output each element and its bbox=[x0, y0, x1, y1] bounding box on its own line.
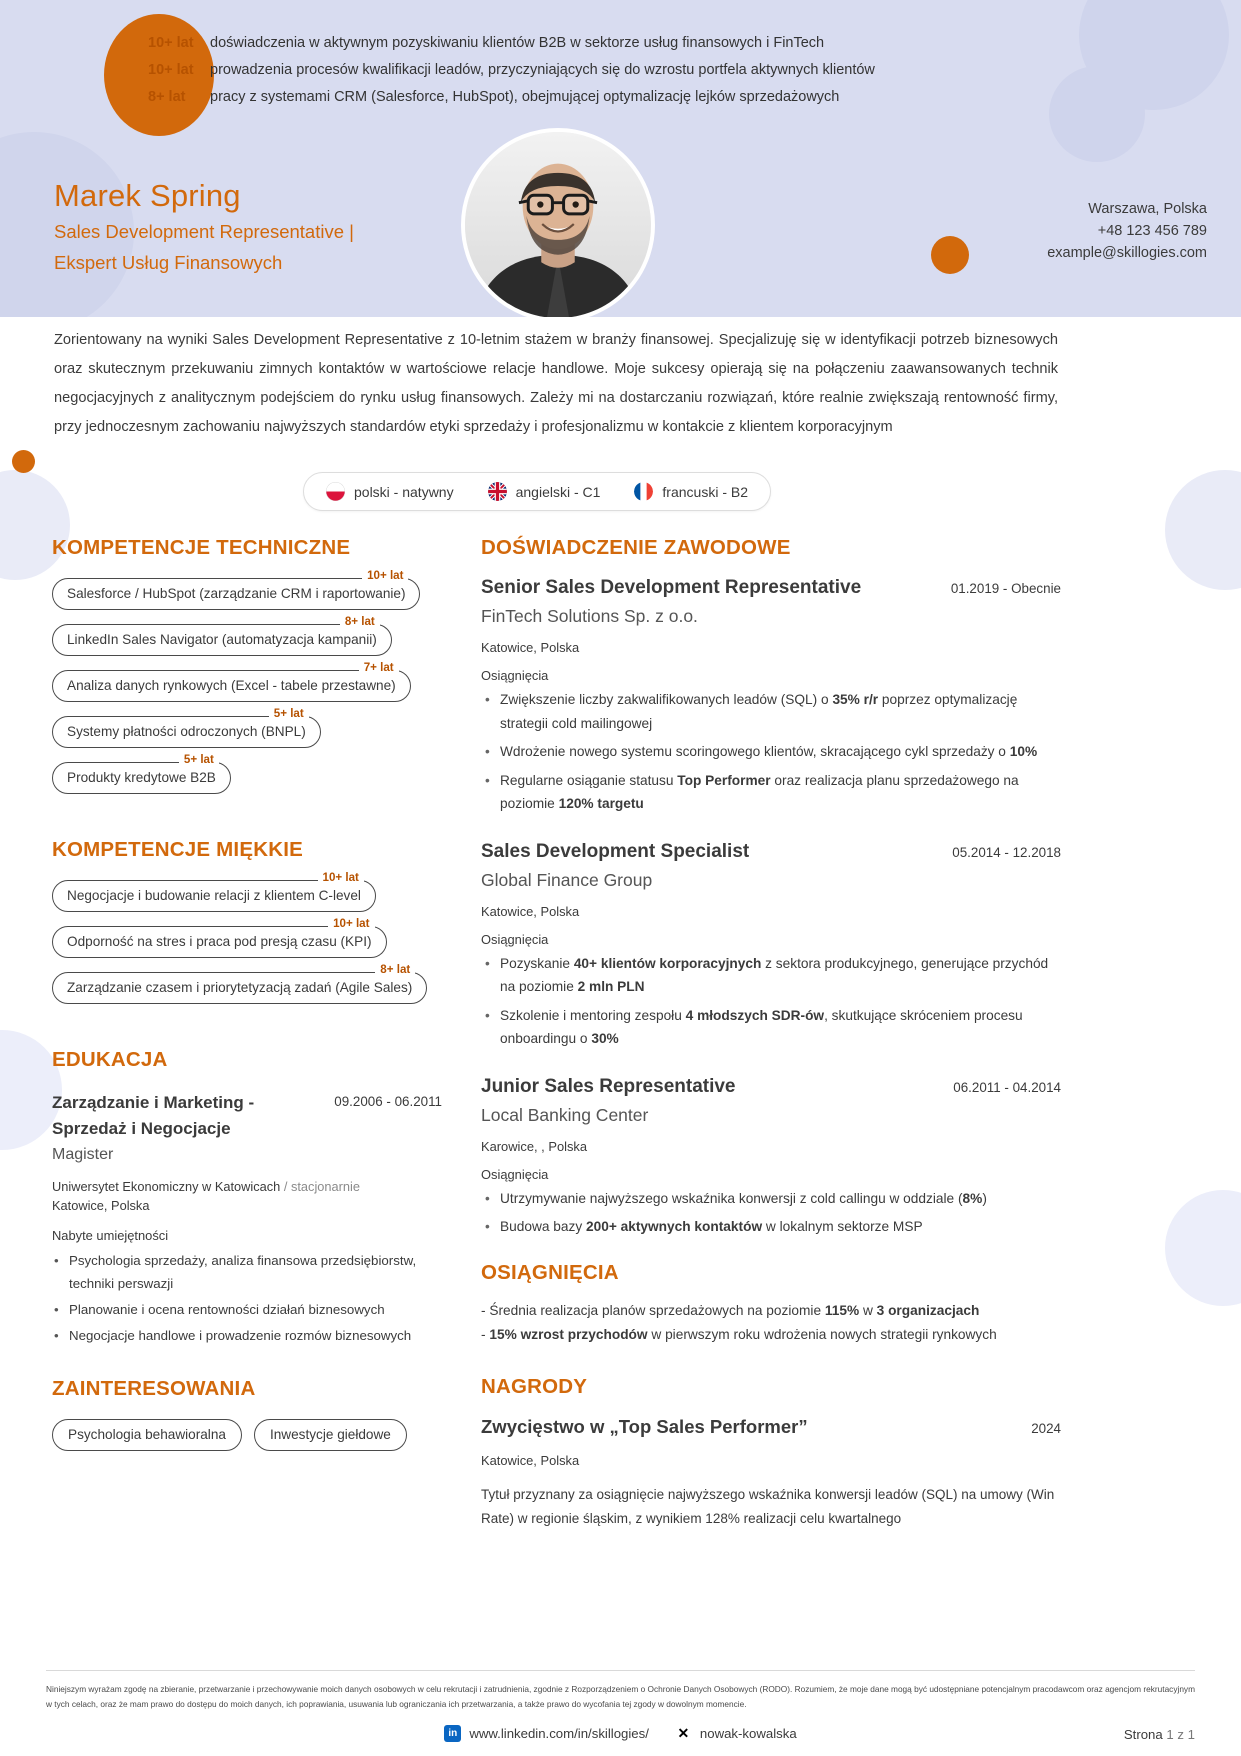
skill-years: 10+ lat bbox=[362, 569, 408, 583]
language-label: polski - natywny bbox=[354, 483, 454, 500]
list-item: • Planowanie i ocena rentowności działań biznesowych bbox=[52, 1298, 442, 1321]
experience-entry bbox=[481, 1073, 1061, 1239]
uk-flag-icon bbox=[488, 482, 507, 501]
section-heading-soft-skills: KOMPETENCJE MIĘKKIE bbox=[52, 838, 303, 861]
highlight-text: prowadzenia procesów kwalifikacji leadów, przyczyniających się do wzrostu portfela aktywnych klientów bbox=[210, 62, 875, 78]
section-heading-education: EDUKACJA bbox=[52, 1048, 168, 1071]
experience-bullets bbox=[481, 1187, 1061, 1239]
highlight-years: 10+ lat bbox=[148, 35, 194, 51]
skill-label: Produkty kredytowe B2B bbox=[52, 762, 231, 794]
linkedin-icon: in bbox=[444, 1725, 461, 1742]
skill-label: Odporność na stres i praca pod presją czasu (KPI) bbox=[52, 926, 387, 958]
education-date: 09.2006 - 06.2011 bbox=[334, 1094, 442, 1109]
decorative-circle bbox=[1165, 1190, 1241, 1306]
experience-header bbox=[481, 574, 1061, 602]
experience-bullets bbox=[481, 688, 1061, 816]
achievements-label: Osiągnięcia bbox=[481, 1166, 549, 1182]
education-title: Zarządzanie i Marketing - Sprzedaż i Negocjacje bbox=[52, 1093, 255, 1138]
experience-title: Sales Development Specialist bbox=[481, 840, 750, 862]
education-location: Katowice, Polska bbox=[52, 1198, 150, 1213]
accent-dot bbox=[931, 236, 969, 274]
job-title-line1: Sales Development Representative | bbox=[54, 221, 354, 242]
linkedin-link[interactable] bbox=[444, 1725, 649, 1742]
footer-links bbox=[46, 1725, 1195, 1742]
section-heading-awards: NAGRODY bbox=[481, 1374, 588, 1398]
linkedin-url: www.linkedin.com/in/skillogies/ bbox=[469, 1726, 649, 1741]
page-number bbox=[1124, 1727, 1195, 1742]
education-degree: Magister bbox=[52, 1146, 114, 1163]
school-mode: / stacjonarnie bbox=[283, 1179, 360, 1194]
award-title: Zwycięstwo w „Top Sales Performer” bbox=[481, 1415, 808, 1437]
decorative-circle bbox=[1049, 66, 1145, 162]
header-banner bbox=[0, 0, 1241, 317]
experience-bullets bbox=[481, 952, 1061, 1051]
list-item: • Regularne osiąganie statusu Top Performer oraz realizacja planu sprzedażowego na poziomie 120% targetu bbox=[481, 769, 1061, 816]
list-item: • Pozyskanie 40+ klientów korporacyjnych z sektora produkcyjnego, generujące przychód na poziomie 2 mln PLN bbox=[481, 952, 1061, 999]
contact-location: Warszawa, Polska bbox=[1088, 201, 1207, 217]
school-name: Uniwersytet Ekonomiczny w Katowicach bbox=[52, 1179, 281, 1194]
portrait-photo bbox=[465, 132, 651, 317]
award-location: Katowice, Polska bbox=[481, 1452, 580, 1468]
experience-entry bbox=[481, 838, 1061, 1051]
skill-item bbox=[52, 753, 231, 794]
skill-item bbox=[52, 707, 321, 748]
x-link[interactable] bbox=[675, 1725, 797, 1742]
skill-item bbox=[52, 569, 420, 610]
contact-phone[interactable]: +48 123 456 789 bbox=[1097, 223, 1207, 239]
achievements-label: Osiągnięcia bbox=[481, 668, 549, 683]
list-item: • Utrzymywanie najwyższego wskaźnika konwersji z cold callingu w oddziale (8%) bbox=[481, 1187, 1061, 1211]
experience-title: Senior Sales Development Representative bbox=[481, 577, 862, 598]
achievements-list bbox=[481, 1299, 1061, 1347]
list-item: • Budowa bazy 200+ aktywnych kontaktów w lokalnym sektorze MSP bbox=[481, 1215, 1061, 1239]
language-item bbox=[634, 482, 748, 501]
avatar bbox=[461, 128, 655, 317]
list-item: • Wdrożenie nowego systemu scoringowego klientów, skracającego cykl sprzedaży o 10% bbox=[481, 740, 1061, 764]
interest-item: Psychologia behawioralna bbox=[52, 1419, 242, 1451]
accent-dot bbox=[12, 450, 35, 473]
achievement-line: - Średnia realizacja planów sprzedażowych na poziomie 115% w 3 organizacjach bbox=[481, 1302, 980, 1318]
section-heading-achievements: OSIĄGNIĘCIA bbox=[481, 1260, 619, 1284]
section-heading-interests: ZAINTERESOWANIA bbox=[52, 1377, 256, 1400]
skill-years: 10+ lat bbox=[328, 917, 374, 931]
soft-skills-list bbox=[52, 871, 442, 1018]
highlight-row bbox=[148, 84, 938, 111]
skill-item bbox=[52, 871, 376, 912]
highlight-text: pracy z systemami CRM (Salesforce, HubSpot), obejmującej optymalizację lejków sprzedażowych bbox=[210, 89, 840, 105]
achievement-line: - 15% wzrost przychodów w pierwszym roku wdrożenia nowych strategii rynkowych bbox=[481, 1326, 997, 1342]
language-item bbox=[326, 482, 454, 501]
page-label: Strona bbox=[1123, 1727, 1163, 1742]
highlight-row bbox=[148, 30, 938, 57]
skill-label: Analiza danych rynkowych (Excel - tabele przestawne) bbox=[52, 670, 411, 702]
list-item: • Zwiększenie liczby zakwalifikowanych leadów (SQL) o 35% r/r poprzez optymalizację strategii cold mailingowej bbox=[481, 688, 1061, 735]
award-year: 2024 bbox=[1031, 1420, 1061, 1436]
experience-header bbox=[481, 838, 1061, 866]
profile-summary: Zorientowany na wyniki Sales Development Representative z 10-letnim stażem w branży finansowej. Specjalizuję się w identyfikacji potrzeb biznesowych oraz skutecznym przekuwaniu zimnych kontaktów w wartościowe relacje handlowe. Moje sukcesy opierają się na połączeniu zaawansowanych technik negocjacyjnych z analitycznym podejściem do rynku usług finansowych. Zależy mi na dostarczaniu rozwiązań, które realnie zwiększają rentowność firmy, przy jednoczesnym zachowaniu najwyższych standardów etyki sprzedaży i profesjonalizmu w kontakcie z klientem korporacyjnym bbox=[54, 332, 1058, 435]
section-heading-experience: DOŚWIADCZENIE ZAWODOWE bbox=[481, 536, 791, 559]
language-item bbox=[488, 482, 601, 501]
skill-item bbox=[52, 661, 411, 702]
language-label: angielski - C1 bbox=[515, 483, 601, 500]
skill-item bbox=[52, 917, 387, 958]
award-header bbox=[481, 1413, 1061, 1441]
highlight-row bbox=[148, 57, 938, 84]
skill-label: Zarządzanie czasem i priorytetyzacją zadań (Agile Sales) bbox=[52, 972, 427, 1004]
experience-location: Karowice, , Polska bbox=[481, 1138, 588, 1154]
skill-years: 10+ lat bbox=[318, 871, 364, 885]
education-entry bbox=[52, 1090, 442, 1347]
highlight-years: 8+ lat bbox=[148, 89, 186, 105]
skill-label: LinkedIn Sales Navigator (automatyzacja kampanii) bbox=[52, 624, 392, 656]
award-description: Tytuł przyznany za osiągnięcie najwyższego wskaźnika konwersji leadów (SQL) na umowy (Win Rate) w regionie śląskim, z wynikiem 128% realizacji celu kwartalnego bbox=[481, 1486, 1055, 1526]
skill-years: 8+ lat bbox=[375, 963, 415, 977]
contact-block bbox=[1047, 198, 1207, 264]
tech-skills-list bbox=[52, 569, 442, 808]
x-handle: nowak-kowalska bbox=[699, 1726, 797, 1741]
highlight-years: 10+ lat bbox=[148, 62, 194, 78]
identity-block bbox=[54, 176, 354, 278]
section-heading-tech-skills: KOMPETENCJE TECHNICZNE bbox=[52, 536, 351, 559]
page-footer bbox=[0, 1670, 1241, 1756]
education-skills-list bbox=[52, 1249, 442, 1347]
award-entry bbox=[481, 1413, 1061, 1531]
divider bbox=[46, 1670, 1195, 1671]
header-highlights bbox=[148, 30, 938, 111]
experience-company: Global Finance Group bbox=[481, 869, 653, 890]
experience-title: Junior Sales Representative bbox=[481, 1075, 736, 1097]
experience-company: FinTech Solutions Sp. z o.o. bbox=[481, 606, 698, 626]
interests-list bbox=[52, 1419, 442, 1451]
rodo-consent-text: Niniejszym wyrażam zgodę na zbieranie, przetwarzanie i przechowywanie moich danych osobowych w celu rekrutacji i zatrudnienia, zgodnie z Rozporządzeniem o Ochronie Danych Osobowych (RODO). Rozumiem, że moje dane mogą być udostępniane potencjalnym pracodawcom oraz agencjom rekrutacyjnym w tych celach, oraz że mam prawo do dostępu do moich danych, ich poprawiania, usuwania lub ograniczania ich przetwarzania, a także prawo do wycofania tej zgody w dowolnym momencie. bbox=[46, 1684, 1195, 1709]
experience-date: 05.2014 - 12.2018 bbox=[952, 844, 1061, 860]
left-column bbox=[52, 536, 442, 1451]
education-school bbox=[52, 1177, 442, 1196]
experience-date: 01.2019 - Obecnie bbox=[950, 581, 1061, 596]
decorative-circle bbox=[1165, 470, 1241, 590]
job-title-line2: Ekspert Usług Finansowych bbox=[54, 252, 283, 273]
right-column bbox=[481, 536, 1061, 1531]
list-item: • Szkolenie i mentoring zespołu 4 młodszych SDR-ów, skutkujące skróceniem procesu onboardingu o 30% bbox=[481, 1004, 1061, 1051]
achievements-label: Osiągnięcia bbox=[481, 931, 549, 947]
poland-flag-icon bbox=[326, 482, 345, 501]
interest-item: Inwestycje giełdowe bbox=[254, 1419, 407, 1451]
skill-item bbox=[52, 615, 392, 656]
language-label: francuski - B2 bbox=[662, 483, 749, 500]
skill-label: Systemy płatności odroczonych (BNPL) bbox=[52, 716, 321, 748]
experience-location: Katowice, Polska bbox=[481, 903, 580, 919]
france-flag-icon bbox=[634, 482, 653, 501]
languages-bar bbox=[303, 472, 771, 511]
experience-date: 06.2011 - 04.2014 bbox=[953, 1079, 1061, 1095]
skill-label: Salesforce / HubSpot (zarządzanie CRM i raportowanie) bbox=[52, 578, 420, 610]
experience-company: Local Banking Center bbox=[481, 1104, 649, 1125]
skill-years: 5+ lat bbox=[179, 753, 219, 767]
skill-years: 8+ lat bbox=[340, 615, 380, 629]
page-title: Marek Spring bbox=[54, 178, 241, 213]
education-header bbox=[52, 1090, 442, 1142]
experience-header bbox=[481, 1073, 1061, 1101]
contact-email[interactable]: example@skillogies.com bbox=[1047, 245, 1207, 261]
skill-years: 5+ lat bbox=[269, 707, 309, 721]
page-value: 1 z 1 bbox=[1166, 1727, 1195, 1742]
skill-label: Negocjacje i budowanie relacji z klientem C-level bbox=[52, 880, 376, 912]
list-item: • Psychologia sprzedaży, analiza finansowa przedsiębiorstw, techniki perswazji bbox=[52, 1249, 442, 1295]
experience-location: Katowice, Polska bbox=[481, 640, 580, 655]
education-skills-label: Nabyte umiejętności bbox=[52, 1228, 169, 1243]
experience-entry bbox=[481, 574, 1061, 816]
skill-years: 7+ lat bbox=[359, 661, 399, 675]
list-item: • Negocjacje handlowe i prowadzenie rozmów biznesowych bbox=[52, 1324, 442, 1347]
x-twitter-icon: ✕ bbox=[677, 1725, 690, 1741]
highlight-text: doświadczenia w aktywnym pozyskiwaniu klientów B2B w sektorze usług finansowych i FinTech bbox=[210, 35, 825, 51]
skill-item bbox=[52, 963, 427, 1004]
